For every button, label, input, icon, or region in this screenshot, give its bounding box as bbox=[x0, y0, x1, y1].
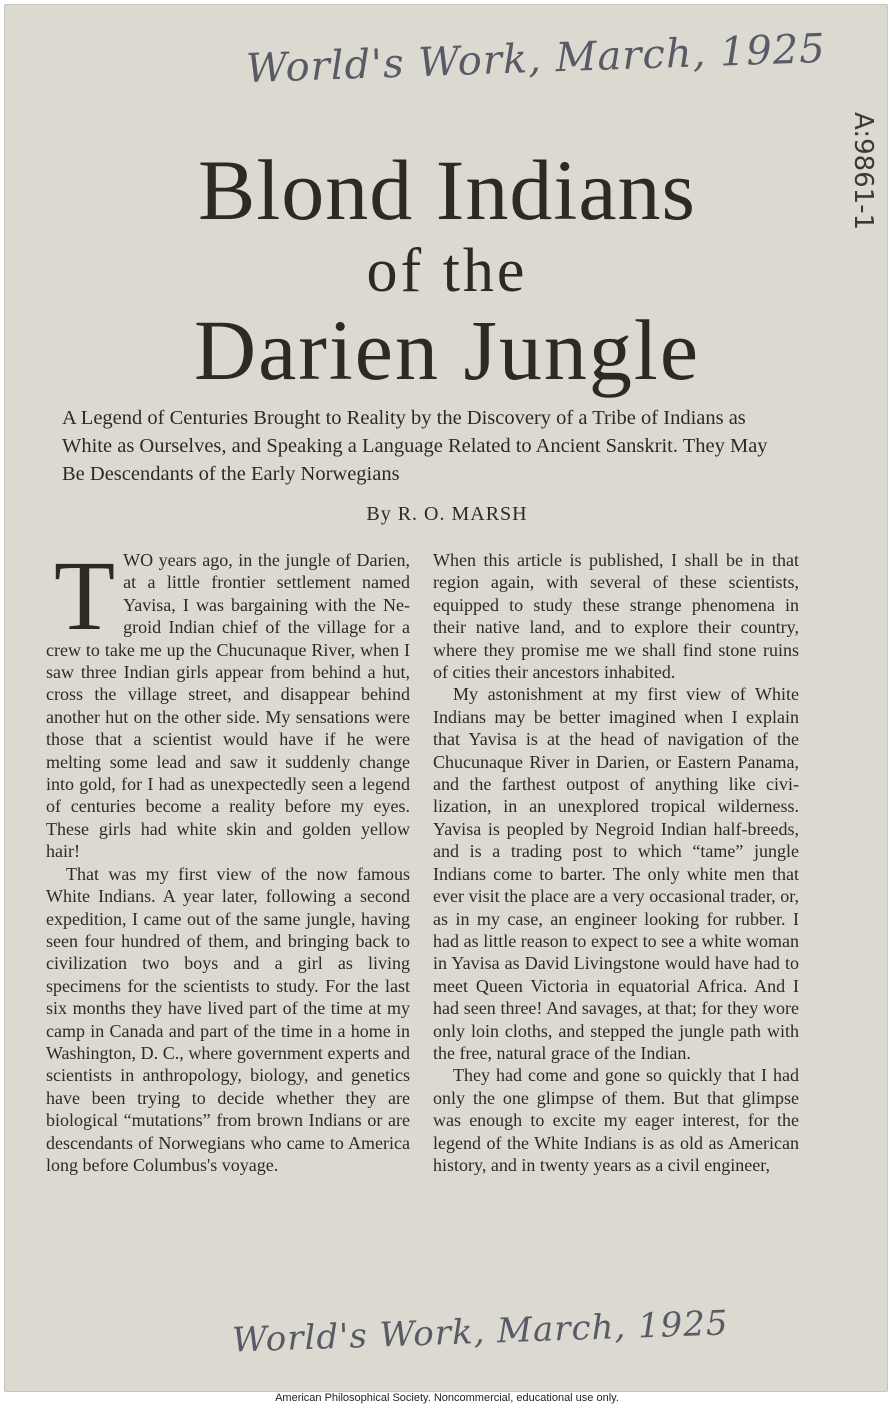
drop-cap: T bbox=[54, 540, 116, 651]
subtitle: A Legend of Centuries Brought to Reality by the Discovery of a Tribe of Indians as White as Ourselves, and Speaking a Language Related to Ancient Sanskrit. They May Be Descendants of the Early Norwegians bbox=[62, 407, 768, 485]
handwritten-source-note-top: World's Work, March, 1925 bbox=[245, 25, 827, 93]
article-column-left bbox=[46, 540, 410, 1176]
handwritten-source-note-bottom: World's Work, March, 1925 bbox=[231, 1303, 730, 1361]
title-line-3: Darien Jungle bbox=[193, 302, 700, 398]
title-line-1: Blond Indians bbox=[198, 142, 696, 238]
paragraph-3: When this article is published, I shall be in that region again, with several of these scientists, equipped to study these strange phenomena in their native land, and to explore their country, where they promise me we shall find stone ruins of cities their ancestors inhabited. bbox=[433, 550, 799, 683]
byline: By R. O. MARSH bbox=[366, 503, 528, 525]
paragraph-1 bbox=[46, 540, 410, 863]
article-column-right bbox=[433, 549, 799, 1176]
copyright-footer: American Philosophical Society. Noncommercial, educational use only. bbox=[275, 1392, 619, 1404]
title-line-2: of the bbox=[366, 237, 528, 305]
paragraph-5: They had come and gone so quickly that I had only the one glimpse of them. But that glimpse was enough to excite my eager interest, for the legend of the White Indians is as old as American history, and in twenty years as a civil engineer, bbox=[433, 1065, 799, 1175]
paragraph-4: My astonishment at my first view of White Indians may be better imagined when I explain that Yavisa is at the head of navigation of the Chucunaque River in Darien, or Eastern Panama, and the farthest outpost of anything like civilization, in an unexplored tropical wilderness. Yavisa is peopled by Negroid Indian half-breeds, and is a trading post to which “tame” jungle Indians come to barter. The only white men that ever visit the place are a very occasional trader, or, as in my case, an engineer looking for rubber. I had as little reason to expect to see a white woman in Yavisa as David Livingstone would have had to meet Queen Victoria in equatorial Africa. And I had seen three! And savages, at that; for they wore only loin cloths, and stepped the jungle path with the free, natural grace of the Indian. bbox=[433, 684, 799, 1063]
paragraph-1-text: WO years ago, in the jungle of Darien, at a little frontier settlement named Yavisa, I was bargaining with the Negroid Indian chief of the village for a crew to take me up the Chucunaque River, when I saw three Indian girls appear from behind a hut, cross the village street, and disappear behind another hut on the other side. My sensations were those that a scientist would have if he were melting some lead and saw it suddenly change into gold, for I had as unexpectedly seen a legend of centuries become a reality before my eyes. These girls had white skin and golden yellow hair! bbox=[46, 550, 410, 862]
handwritten-catalog-number: A:9861-1 bbox=[848, 112, 878, 231]
paragraph-2: That was my first view of the now famous White Indians. A year later, following a second expedition, I came out of the same jungle, having seen four hundred of them, and bringing back to civilization two boys and a girl as living specimens for the scientists to study. For the last six months they have lived part of the time at my camp in Canada and part of the time in a home in Washington, D. C., where government experts and scientists in anthropology, biology, and genetics have been trying to decide whether they are biological “mutations” from brown Indians or are descendants of Norwegians who came to America long before Columbus's voyage. bbox=[46, 863, 410, 1175]
